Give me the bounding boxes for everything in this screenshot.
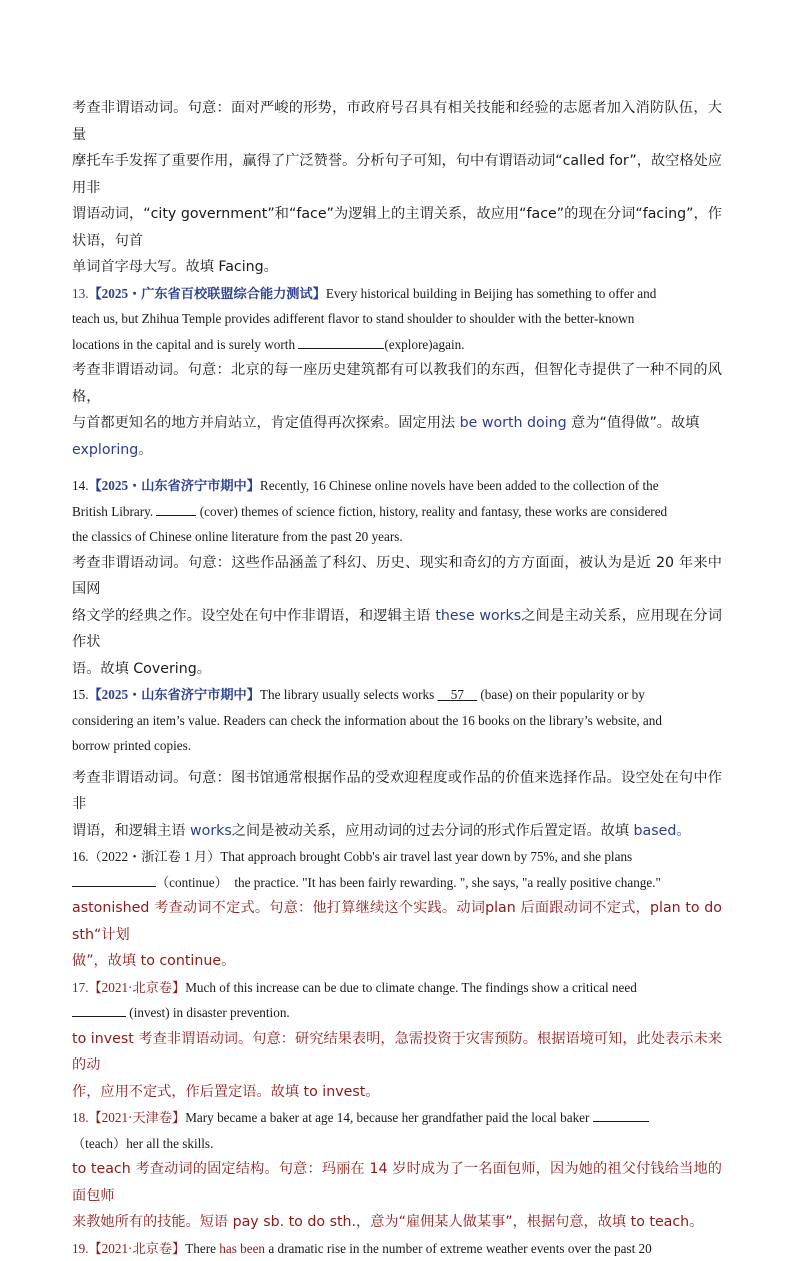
question-text: a dramatic rise in the number of extreme weather events over the past 20: [268, 1241, 651, 1256]
text-line: borrow printed copies.: [72, 733, 722, 759]
question-number: 15.: [72, 687, 88, 702]
text-line: exploring。: [72, 437, 722, 464]
text-line: [72, 1156, 722, 1209]
question-text: (explore)again.: [384, 337, 464, 352]
answer: based。: [634, 823, 691, 839]
explanation-13: [72, 357, 722, 463]
text-line: 考查非谓语动词。句意：这些作品涵盖了科幻、历史、现实和奇幻的方方面面，被认为是近 20 年来中国网: [72, 550, 722, 603]
answer-blank[interactable]: [156, 502, 196, 516]
text-line: 摩托车手发挥了重要作用，赢得了广泛赞誉。分析句子可知，句中有谓语动词“called for”，故空格处应用非: [72, 148, 722, 201]
question-text: That approach brought Cobb's air travel last year down by 75%, and she plans: [220, 849, 632, 864]
question-18: [72, 1105, 722, 1156]
explanation-text: 考查动词的固定结构。句意：玛丽在: [135, 1161, 364, 1177]
text-line: [72, 895, 722, 948]
explanation-18: [72, 1156, 722, 1236]
question-text: locations in the capital and is surely worth: [72, 337, 295, 352]
question-text: （continue）: [156, 875, 228, 890]
text-line: [72, 1000, 722, 1026]
question-14: [72, 473, 722, 550]
question-source: 【2021·北京卷】: [88, 980, 185, 995]
text-line: 考查非谓语动词。句意：北京的每一座历史建筑都有可以教我们的东西，但智化寺提供了一种不同的风格，: [72, 357, 722, 410]
question-text: (cover) themes of science fiction, history, reality and fantasy, these works are considered: [200, 504, 667, 519]
answer: to continue。: [141, 953, 236, 969]
explanation-text: 做”，故填: [72, 953, 136, 969]
text-line: [72, 844, 722, 870]
question-text: (invest) in disaster prevention.: [129, 1005, 289, 1020]
answer-blank[interactable]: [593, 1108, 649, 1122]
text-line: [72, 1209, 722, 1236]
text-line: 语。故填 Covering。: [72, 656, 722, 683]
text-line: 考查非谓语动词。句意：图书馆通常根据作品的受欢迎程度或作品的价值来选择作品。设空处在句中作非: [72, 765, 722, 818]
question-13: [72, 281, 722, 358]
question-text: (base) on their popularity or by: [480, 687, 644, 702]
blank-number: 57: [451, 687, 464, 702]
text-line: [72, 473, 722, 499]
explanation-text: ，意为“雇佣某人做某事”，根据句意，故填: [356, 1214, 626, 1230]
question-text: Much of this increase can be due to climate change. The findings show a critical need: [185, 980, 637, 995]
explanation-text: 来教她所有的技能。短语: [72, 1214, 228, 1230]
question-source: 【2021·天津卷】: [88, 1110, 185, 1125]
text-line: [72, 410, 722, 437]
explanation-text: 意为“值得做”。故填: [571, 415, 699, 431]
explanation-text: 后面跟动词不定式，: [520, 900, 650, 916]
text-line: 谓语动词，“city government”和“face”为逻辑上的主谓关系，故应用“face”的现在分词“facing”，作状语，句首: [72, 201, 722, 254]
explanation-15: [72, 765, 722, 845]
explanation-16: [72, 895, 722, 975]
highlighted-phrase: has been: [219, 1241, 265, 1256]
number: 14: [370, 1161, 388, 1177]
answer: to invest: [72, 1031, 134, 1047]
explanation-text: 与首都更知名的地方并肩站立，肯定值得再次探索。固定用法: [72, 415, 455, 431]
answer-blank[interactable]: [438, 687, 478, 702]
explanation-text: 考查动词不定式。句意：他打算继续这个实践。动词: [154, 900, 485, 916]
question-number: 19.: [72, 1241, 88, 1256]
question-source: 【2021·北京卷】: [88, 1241, 185, 1256]
text-line: [72, 332, 722, 358]
question-number: 18.: [72, 1110, 88, 1125]
question-number: 17.: [72, 980, 88, 995]
explanation-text: 之间是被动关系，应用动词的过去分词的形式作后置定语。故填: [232, 823, 629, 839]
text-line: 考查非谓语动词。句意：面对严峻的形势，市政府号召具有相关技能和经验的志愿者加入消防队伍，大量: [72, 95, 722, 148]
question-15: [72, 682, 722, 759]
question-text: Mary became a baker at age 14, because her grandfather paid the local baker: [185, 1110, 589, 1125]
text-line: 作，应用不定式，作后置定语。故填 to invest。: [72, 1079, 722, 1106]
explanation-text: 谓语，和逻辑主语: [72, 823, 186, 839]
explanation-text: “计划: [94, 927, 130, 943]
answer-blank[interactable]: [72, 873, 156, 887]
question-text: There: [185, 1241, 216, 1256]
answer-blank[interactable]: [72, 1003, 126, 1017]
answer-blank[interactable]: [298, 335, 384, 349]
question-number: 14.: [72, 478, 88, 493]
explanation-17: [72, 1026, 722, 1106]
explanation-text: 之间是主动关系，应用现在分词作状: [72, 608, 722, 651]
answer: to teach: [72, 1161, 131, 1177]
text-line: [72, 1236, 722, 1261]
phrase: pay sb. to do sth.: [233, 1214, 356, 1230]
explanation-text: 络文学的经典之作。设空处在句中作非谓语，和逻辑主语: [72, 608, 431, 624]
text-line: teach us, but Zhihua Temple provides adifferent flavor to stand shoulder to shoulder with the better-known: [72, 306, 722, 332]
phrase: be worth doing: [460, 415, 567, 431]
text-line: [72, 1105, 722, 1131]
question-19: [72, 1236, 722, 1261]
question-text: The library usually selects works: [260, 687, 434, 702]
question-text: Every historical building in Beijing has something to offer and: [326, 286, 657, 301]
question-source: 【2025・广东省百校联盟综合能力测试】: [88, 286, 325, 301]
text-line: the classics of Chinese online literature from the past 20 years.: [72, 524, 722, 550]
text-line: [72, 948, 722, 975]
question-17: [72, 975, 722, 1026]
text-line: [72, 682, 722, 708]
answer: to teach。: [631, 1214, 704, 1230]
explanation-text: 考查非谓语动词。句意：研究结果表明，急需投资于灾害预防。根据语境可知，此处表示未来的动: [72, 1031, 722, 1074]
text-line: [72, 870, 722, 896]
phrase: plan: [485, 900, 516, 916]
text-line: [72, 975, 722, 1001]
text-line: [72, 1026, 722, 1079]
explanation-12: [72, 95, 722, 281]
phrase: plan to do sth: [72, 900, 722, 943]
text-line: [72, 499, 722, 525]
document-page: [72, 95, 722, 1261]
text-line: （teach）her all the skills.: [72, 1131, 722, 1157]
question-16: [72, 844, 722, 895]
text-line: 单词首字母大写。故填 Facing。: [72, 254, 722, 281]
question-text: Recently, 16 Chinese online novels have been added to the collection of the: [260, 478, 659, 493]
question-text: the practice. "It has been fairly rewarding. ", she says, "a really positive change.": [234, 875, 661, 890]
answer: astonished: [72, 900, 149, 916]
question-source: 【2025・山东省济宁市期中】: [88, 478, 259, 493]
question-source: 【2025・山东省济宁市期中】: [88, 687, 259, 702]
question-number: 13.: [72, 286, 88, 301]
question-number: 16.: [72, 849, 88, 864]
phrase: these works: [435, 608, 521, 624]
question-text: British Library.: [72, 504, 153, 519]
phrase: works: [190, 823, 232, 839]
text-line: [72, 818, 722, 845]
text-line: [72, 281, 722, 307]
question-source: （2022・浙江卷 1 月）: [88, 849, 220, 864]
text-line: [72, 603, 722, 656]
explanation-14: [72, 550, 722, 683]
explanation-text: 岁时成为了一名面包师，因为她的祖父付钱给当地的面包师: [72, 1161, 722, 1204]
text-line: considering an item’s value. Readers can check the information about the 16 books on the library’s website, and: [72, 708, 722, 734]
